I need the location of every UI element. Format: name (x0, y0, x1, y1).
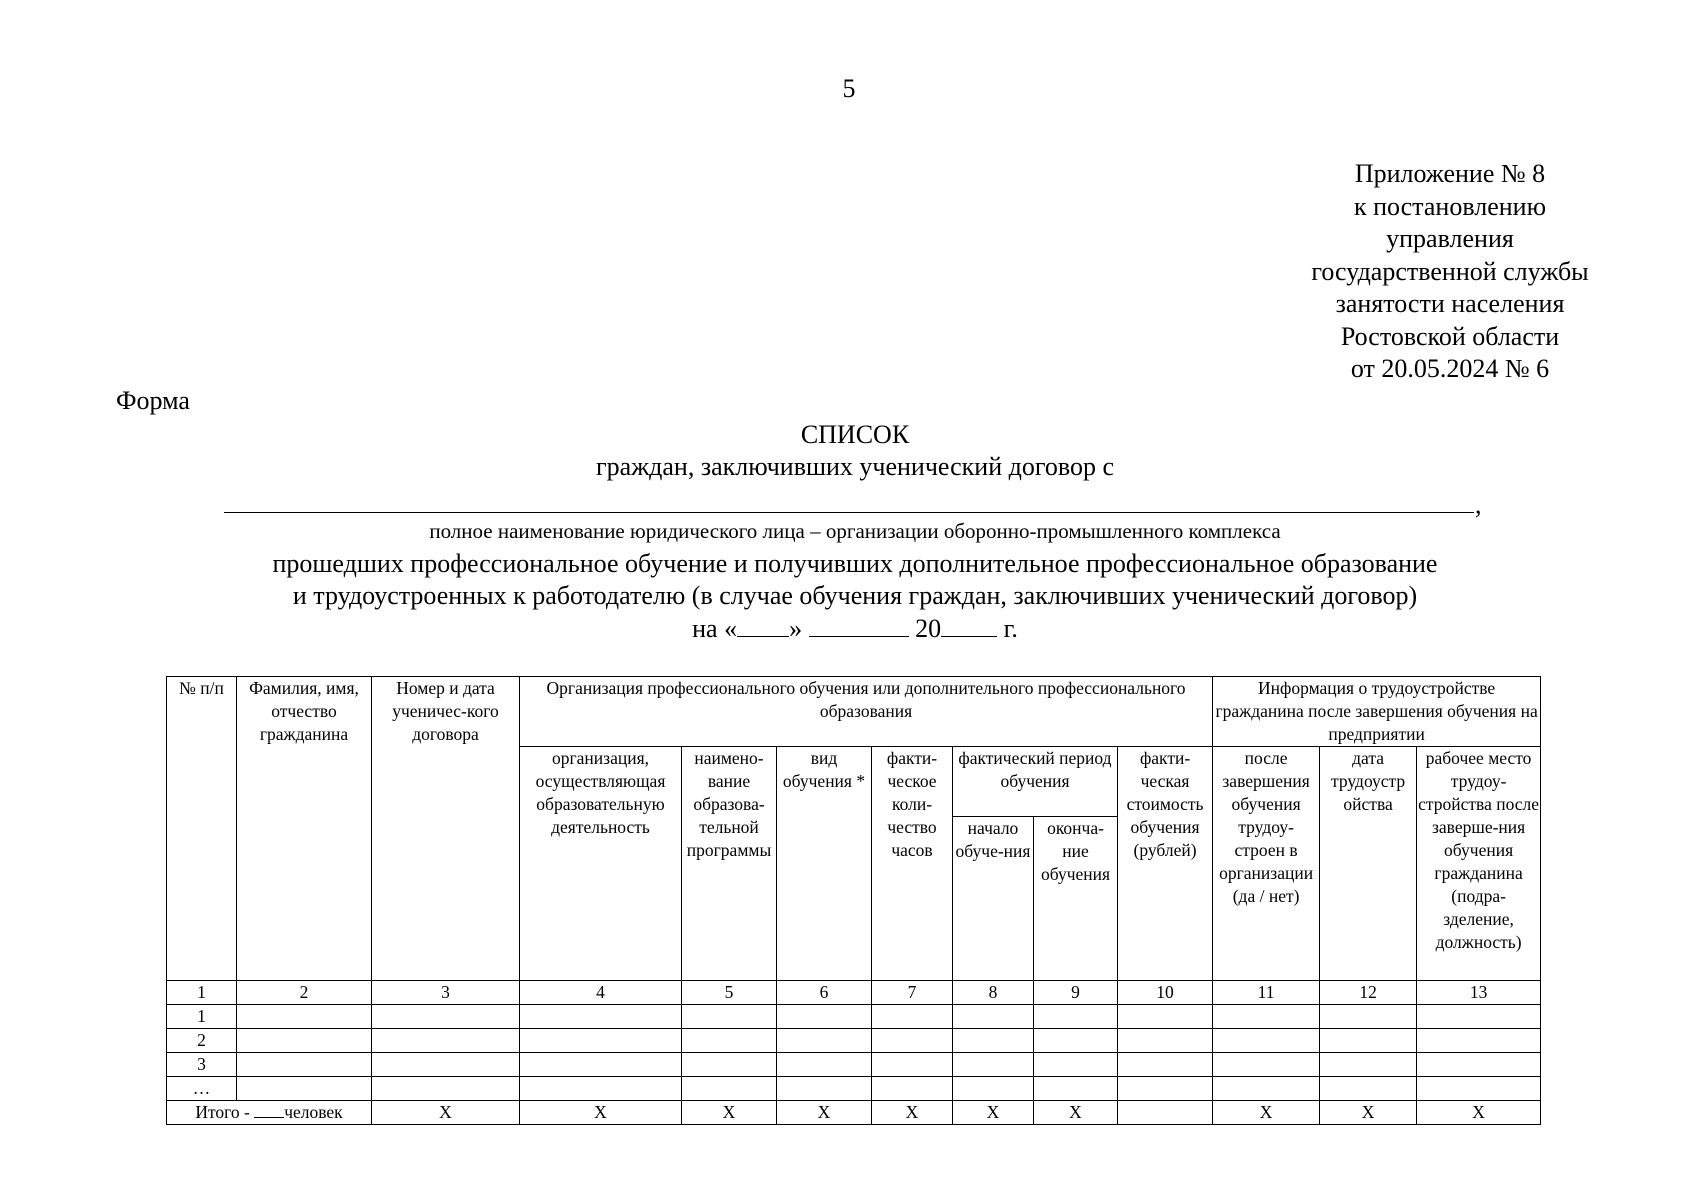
header-end: оконча-ние обучения (1034, 817, 1118, 981)
table-cell[interactable] (682, 1053, 777, 1077)
citizens-list-table (166, 676, 1541, 1125)
header-start: начало обуче-ния (953, 817, 1034, 981)
date-prefix: на « (692, 614, 738, 643)
appendix-line: от 20.05.2024 № 6 (1350, 354, 1550, 383)
header-group-employment: Информация о трудоустройстве гражданина после завершения обучения на предприятии (1213, 677, 1541, 747)
table-cell[interactable] (682, 1077, 777, 1101)
x-mark: Х (520, 1101, 682, 1125)
table-cell[interactable] (1118, 1053, 1213, 1077)
month-blank[interactable] (809, 614, 909, 637)
table-cell[interactable] (1320, 1029, 1417, 1053)
table-cell[interactable] (1118, 1005, 1213, 1029)
x-mark: Х (1034, 1101, 1118, 1125)
header-workplace: рабочее место трудоу-стройства после заверше-ния обучения гражданина (подра-зделение, должность) (1417, 747, 1541, 981)
table-cell[interactable] (777, 1053, 872, 1077)
table-cell[interactable] (237, 1029, 372, 1053)
header-hours: факти-ческое коли-чество часов (872, 747, 953, 981)
total-label (167, 1101, 372, 1125)
column-numbers-row (167, 981, 1541, 1005)
x-mark: Х (1213, 1101, 1320, 1125)
table-cell[interactable] (953, 1005, 1034, 1029)
table-row (167, 1005, 1541, 1029)
table-cell[interactable] (953, 1053, 1034, 1077)
table-cell[interactable] (1320, 1053, 1417, 1077)
table-cell[interactable] (1118, 1029, 1213, 1053)
total-cost-cell[interactable] (1118, 1101, 1213, 1125)
table-cell[interactable] (520, 1029, 682, 1053)
description-line-1: прошедших профессиональное обучение и получивших дополнительное профессиональное образование (272, 549, 1438, 578)
table-cell[interactable] (520, 1005, 682, 1029)
appendix-line: Приложение № 8 (1354, 159, 1546, 188)
table-cell[interactable] (1417, 1053, 1541, 1077)
header-employment-date: дата трудоустр ойства (1320, 747, 1417, 981)
row-number: … (167, 1077, 237, 1101)
table-cell[interactable] (237, 1053, 372, 1077)
table-cell[interactable] (1417, 1077, 1541, 1101)
table-cell[interactable] (1034, 1029, 1118, 1053)
column-number: 13 (1417, 981, 1541, 1005)
table-cell[interactable] (372, 1077, 520, 1101)
table-cell[interactable] (682, 1005, 777, 1029)
table-cell[interactable] (372, 1029, 520, 1053)
x-mark: Х (1320, 1101, 1417, 1125)
table-row (167, 1053, 1541, 1077)
table-cell[interactable] (372, 1005, 520, 1029)
column-number: 4 (520, 981, 682, 1005)
appendix-header (1260, 158, 1640, 386)
table-cell[interactable] (872, 1029, 953, 1053)
table-cell[interactable] (1034, 1077, 1118, 1101)
column-number: 5 (682, 981, 777, 1005)
total-row (167, 1101, 1541, 1125)
x-mark: Х (777, 1101, 872, 1125)
table-cell[interactable] (1213, 1005, 1320, 1029)
table-cell[interactable] (872, 1053, 953, 1077)
year-prefix: 20 (915, 614, 942, 643)
header-cost: факти-ческая стоимость обучения (рублей) (1118, 747, 1213, 981)
page-number: 5 (842, 74, 856, 103)
header-educational-org: организация, осуществляющая образовательную деятельность (520, 747, 682, 981)
table-cell[interactable] (1118, 1077, 1213, 1101)
table-cell[interactable] (777, 1077, 872, 1101)
table-cell[interactable] (872, 1005, 953, 1029)
document-subtitle: граждан, заключивших ученический договор с (596, 452, 1114, 481)
table-cell[interactable] (953, 1029, 1034, 1053)
appendix-line: занятости населения (1335, 289, 1565, 318)
document-title: СПИСОК (800, 420, 910, 449)
column-number: 2 (237, 981, 372, 1005)
date-suffix: г. (1003, 614, 1018, 643)
column-number: 12 (1320, 981, 1417, 1005)
header-employed: после завершения обучения трудоу-строен в организации (да / нет) (1213, 747, 1320, 981)
header-program-name: наимено-вание образова-тельной программы (682, 747, 777, 981)
table-cell[interactable] (237, 1005, 372, 1029)
table-cell[interactable] (1034, 1005, 1118, 1029)
table-cell[interactable] (1213, 1077, 1320, 1101)
x-mark: Х (872, 1101, 953, 1125)
header-training-type: вид обучения * (777, 747, 872, 981)
header-period: фактический период обучения (953, 747, 1118, 817)
organization-name-blank[interactable] (224, 500, 1474, 513)
column-number: 1 (167, 981, 237, 1005)
header-contract: Номер и дата ученичес-кого договора (372, 677, 520, 981)
header-full-name: Фамилия, имя, отчество гражданина (237, 677, 372, 981)
table-cell[interactable] (872, 1077, 953, 1101)
table-cell[interactable] (1320, 1077, 1417, 1101)
appendix-line: Ростовской области (1340, 321, 1560, 351)
header-group-training: Организация профессионального обучения или дополнительного профессионального образования (520, 677, 1213, 747)
row-number: 2 (167, 1029, 237, 1053)
organization-comma: , (1475, 490, 1482, 519)
table-cell[interactable] (1417, 1005, 1541, 1029)
table-cell[interactable] (777, 1029, 872, 1053)
column-number: 3 (372, 981, 520, 1005)
column-number: 9 (1034, 981, 1118, 1005)
table-cell[interactable] (237, 1077, 372, 1101)
table-cell[interactable] (1417, 1029, 1541, 1053)
table-cell[interactable] (1320, 1005, 1417, 1029)
appendix-line: к постановлению (1353, 191, 1547, 221)
table-cell[interactable] (372, 1053, 520, 1077)
column-number: 10 (1118, 981, 1213, 1005)
table-cell[interactable] (1213, 1053, 1320, 1077)
appendix-line: государственной службы (1311, 256, 1589, 286)
total-count-blank[interactable] (254, 1103, 284, 1118)
appendix-line: управления (1386, 224, 1514, 253)
column-number: 8 (953, 981, 1034, 1005)
table-row (167, 1077, 1541, 1101)
table-row (167, 1029, 1541, 1053)
form-label: Форма (116, 386, 190, 415)
table-cell[interactable] (777, 1005, 872, 1029)
total-suffix: человек (284, 1102, 343, 1122)
date-line (0, 614, 1698, 644)
x-mark: Х (1417, 1101, 1541, 1125)
x-mark: Х (682, 1101, 777, 1125)
row-number: 3 (167, 1053, 237, 1077)
header-number: № п/п (167, 677, 237, 981)
total-prefix: Итого - (195, 1102, 255, 1122)
day-blank[interactable] (737, 614, 789, 637)
table-cell[interactable] (520, 1077, 682, 1101)
x-mark: Х (953, 1101, 1034, 1125)
date-mid: » (789, 614, 803, 643)
row-number: 1 (167, 1005, 237, 1029)
column-number: 7 (872, 981, 953, 1005)
column-number: 11 (1213, 981, 1320, 1005)
year-blank[interactable] (941, 614, 997, 637)
description-line-2: и трудоустроенных к работодателю (в случае обучения граждан, заключивших ученический договор) (292, 581, 1418, 610)
table-cell[interactable] (1034, 1053, 1118, 1077)
table-cell[interactable] (1213, 1029, 1320, 1053)
x-mark: Х (372, 1101, 520, 1125)
organization-caption: полное наименование юридического лица – организации оборонно-промышленного комплекса (429, 519, 1281, 543)
table-cell[interactable] (953, 1077, 1034, 1101)
table-cell[interactable] (682, 1029, 777, 1053)
column-number: 6 (777, 981, 872, 1005)
table-cell[interactable] (520, 1053, 682, 1077)
